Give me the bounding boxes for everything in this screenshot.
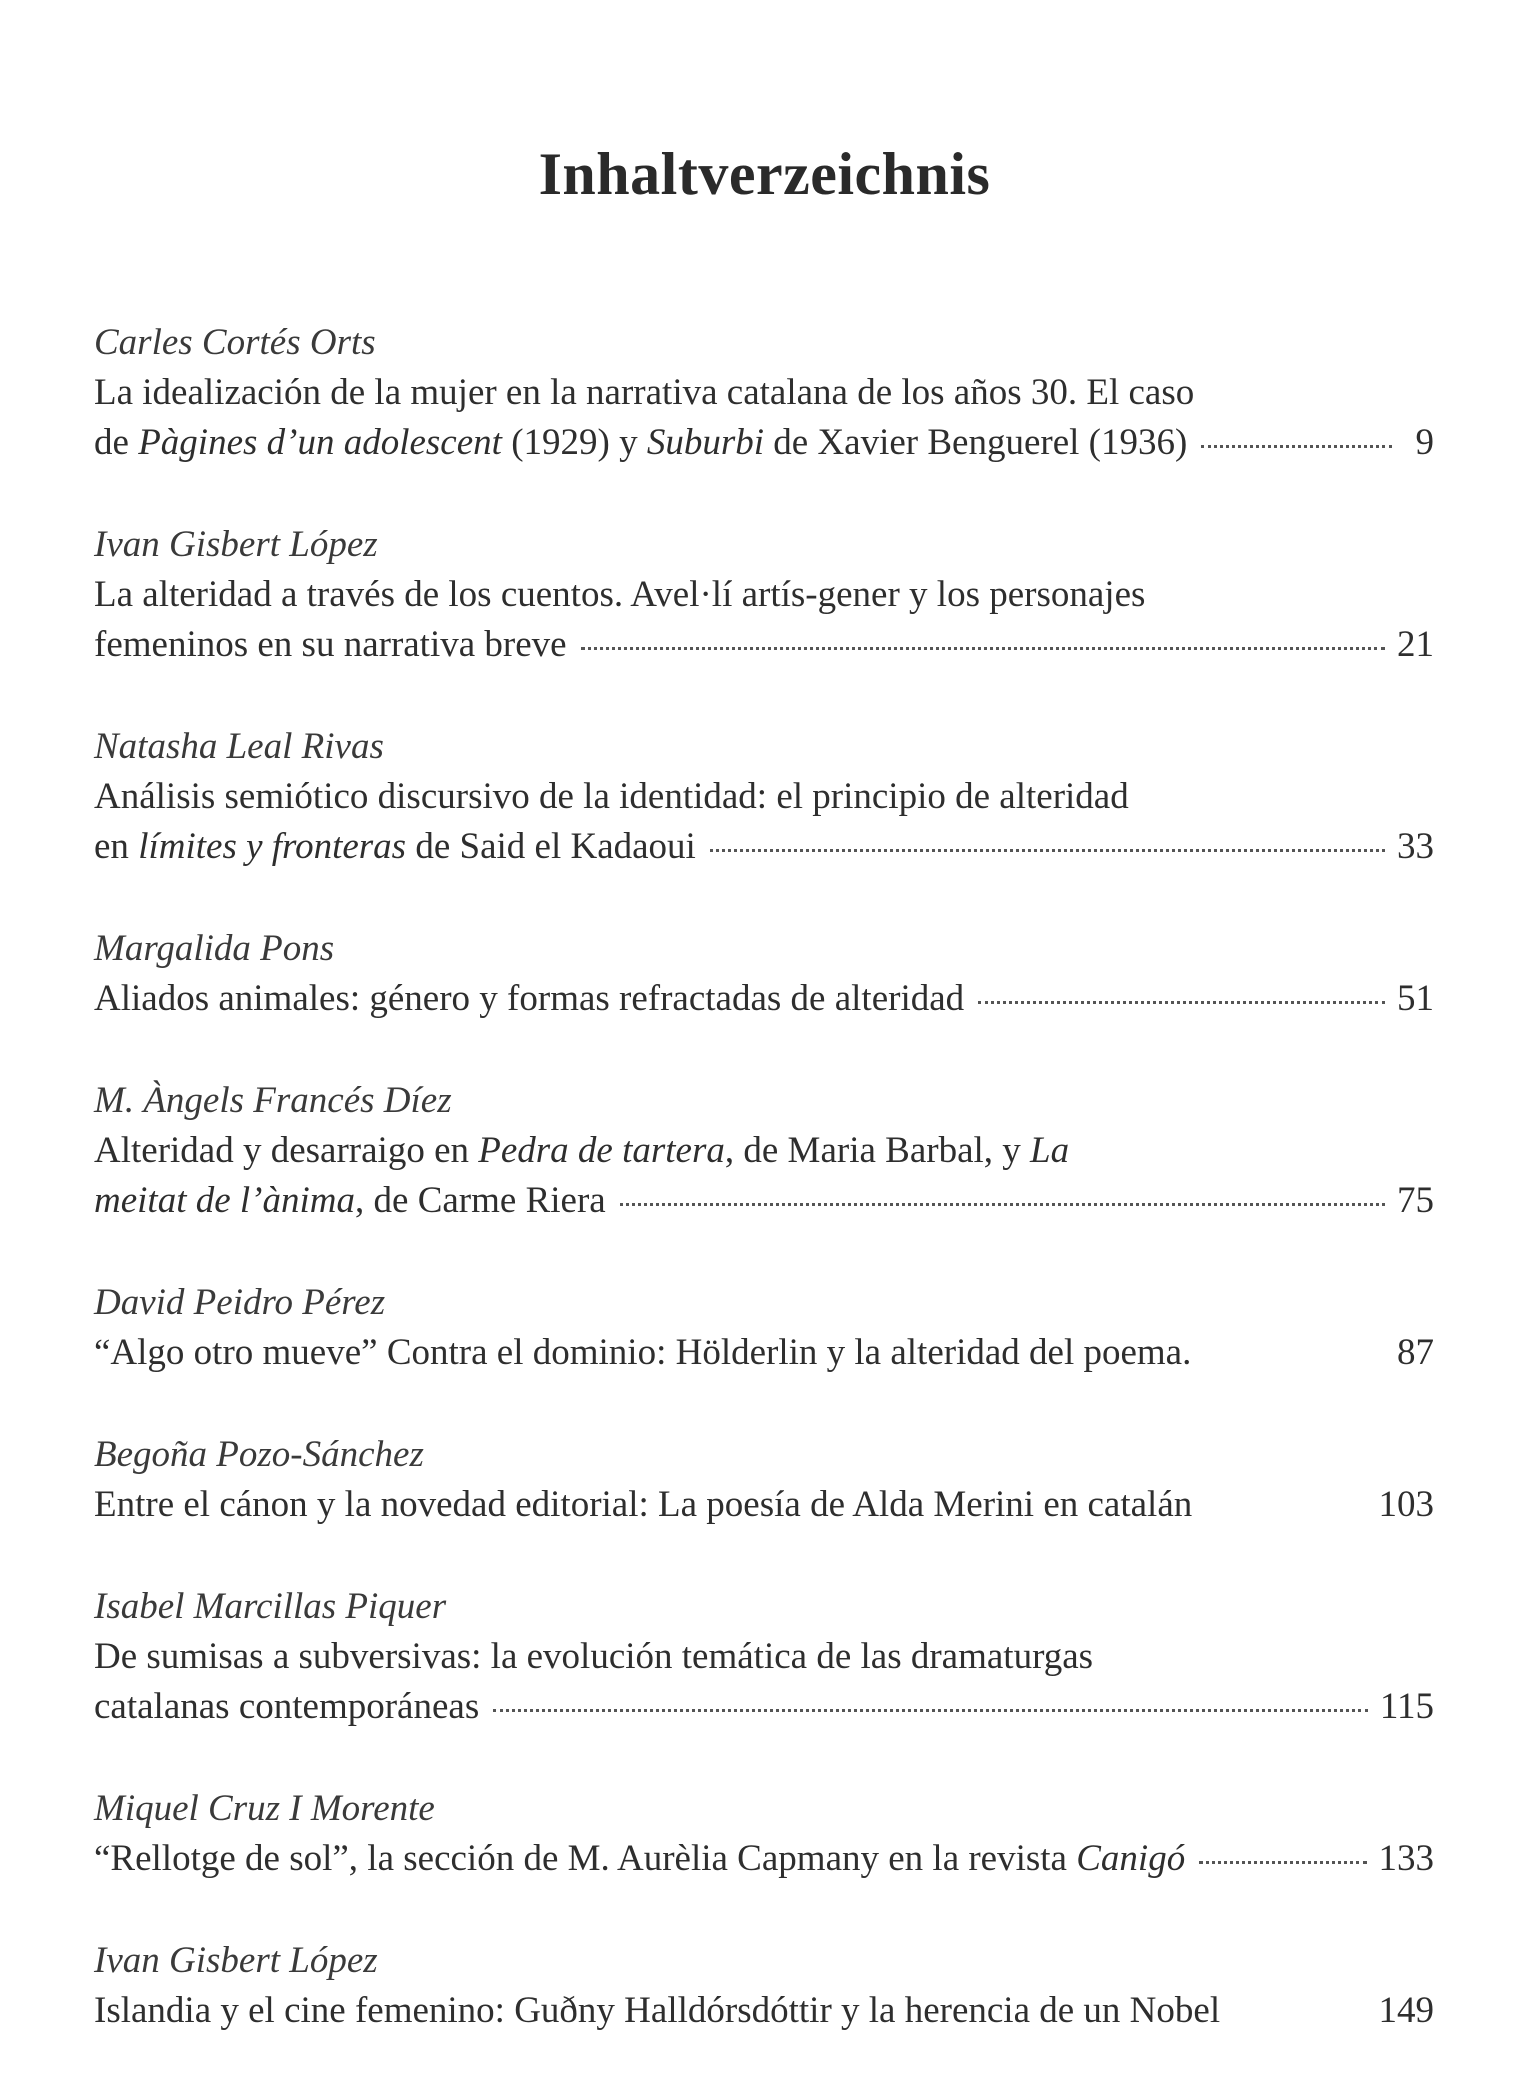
page-number: 51 — [1397, 978, 1434, 1019]
page-number: 21 — [1397, 624, 1434, 665]
title-text-run: de Xavier Benguerel (1936) — [764, 422, 1188, 463]
toc-entry — [94, 1430, 1434, 1530]
entry-title-line: La idealización de la mujer en la narrativa catalana de los años 30. El caso — [94, 372, 1195, 413]
page-number: 87 — [1397, 1332, 1434, 1373]
title-text-run: , de Maria Barbal, y — [724, 1130, 1031, 1171]
entry-title-last-line — [94, 1682, 1434, 1732]
toc-entry — [94, 1936, 1434, 2036]
toc-entry — [94, 924, 1434, 1024]
entry-title-line: Análisis semiótico discursivo de la identidad: el principio de alteridad — [94, 776, 1129, 817]
page-title: Inhaltverzeichnis — [538, 141, 991, 207]
page-number: 133 — [1378, 1838, 1434, 1879]
entry-title-text — [94, 1176, 606, 1226]
page-number: 149 — [1378, 1990, 1434, 2031]
entry-title-text — [94, 1682, 479, 1732]
title-text-run: en — [94, 826, 139, 867]
entry-title-text — [94, 1834, 1185, 1884]
toc-entry — [94, 722, 1434, 872]
entry-title-last-line — [94, 1834, 1434, 1884]
entry-title-text — [94, 822, 696, 872]
dot-leader — [581, 647, 1385, 650]
entry-title-line: La alteridad a través de los cuentos. Avel·lí artís-gener y los personajes — [94, 574, 1146, 615]
toc-entry — [94, 1784, 1434, 1884]
entry-title-text — [94, 1328, 1191, 1378]
page-number: 103 — [1378, 1484, 1434, 1525]
title-text-run: Pàgines d’un adolescent — [138, 422, 502, 463]
title-text-run: Canigó — [1076, 1838, 1186, 1879]
page-number: 75 — [1397, 1180, 1434, 1221]
entry-author: Begoña Pozo-Sánchez — [94, 1434, 424, 1475]
toc-entry — [94, 318, 1434, 468]
dot-leader — [1199, 1861, 1366, 1864]
entry-title-last-line — [94, 1328, 1434, 1378]
dot-leader — [620, 1203, 1385, 1206]
dot-leader — [978, 1001, 1385, 1004]
title-text-run: “Rellotge de sol”, la sección de M. Aurèlia Capmany en la revista — [94, 1838, 1077, 1879]
entry-author: Margalida Pons — [94, 928, 335, 969]
entry-title-text — [94, 974, 964, 1024]
entry-author: Ivan Gisbert López — [94, 524, 378, 565]
entry-author: Ivan Gisbert López — [94, 1940, 378, 1981]
entry-title-last-line — [94, 1176, 1434, 1226]
toc-entry — [94, 1582, 1434, 1732]
title-text-run: límites y fronteras — [138, 826, 407, 867]
title-text-run: femeninos en su narrativa breve — [94, 624, 567, 665]
entry-author: David Peidro Pérez — [94, 1282, 386, 1323]
title-text-run: (1929) y — [501, 422, 647, 463]
table-of-contents — [94, 318, 1434, 2088]
entry-title-last-line — [94, 1480, 1434, 1530]
page-number: 33 — [1397, 826, 1434, 867]
title-text-run: meitat de l’ànima — [94, 1180, 356, 1221]
title-text-run: catalanas contemporáneas — [94, 1686, 480, 1727]
entry-title-text — [94, 620, 567, 670]
dot-leader — [493, 1709, 1368, 1712]
title-text-run: Pedra de tartera — [478, 1130, 725, 1171]
title-text-run: Islandia y el cine femenino: Guðny Halldórsdóttir y la herencia de un Nobel — [94, 1990, 1221, 2031]
entry-author: Miquel Cruz I Morente — [94, 1788, 435, 1829]
entry-title-text — [94, 1480, 1192, 1530]
entry-title-text — [94, 418, 1187, 468]
title-text-run: , de Carme Riera — [355, 1180, 606, 1221]
title-text-run: Suburbi — [646, 422, 765, 463]
entry-title-last-line — [94, 418, 1434, 468]
page-number: 115 — [1379, 1686, 1434, 1727]
page-number: 9 — [1415, 422, 1434, 463]
toc-entry — [94, 1076, 1434, 1226]
title-text-run: Alteridad y desarraigo en — [94, 1130, 479, 1171]
toc-entry — [94, 1278, 1434, 1378]
entry-title-last-line — [94, 1986, 1434, 2036]
entry-title-line — [94, 1126, 1434, 1176]
dot-leader — [1201, 445, 1392, 448]
title-text-run: de Said el Kadaoui — [406, 826, 696, 867]
dot-leader — [710, 849, 1385, 852]
title-text-run: La — [1030, 1130, 1070, 1171]
entry-title-last-line — [94, 822, 1434, 872]
title-text-run: “Algo otro mueve” Contra el dominio: Hölderlin y la alteridad del poema. — [94, 1332, 1192, 1373]
entry-title-last-line — [94, 974, 1434, 1024]
title-text-run: de — [94, 422, 139, 463]
entry-author: Natasha Leal Rivas — [94, 726, 384, 767]
title-text-run: Aliados animales: género y formas refractadas de alteridad — [94, 978, 965, 1019]
entry-author: Isabel Marcillas Piquer — [94, 1586, 447, 1627]
toc-entry — [94, 520, 1434, 670]
entry-author: M. Àngels Francés Díez — [94, 1080, 452, 1121]
entry-title-text — [94, 1986, 1220, 2036]
entry-title-line: De sumisas a subversivas: la evolución temática de las dramaturgas — [94, 1636, 1094, 1677]
entry-author: Carles Cortés Orts — [94, 322, 376, 363]
title-text-run: Entre el cánon y la novedad editorial: La poesía de Alda Merini en catalán — [94, 1484, 1193, 1525]
entry-title-last-line — [94, 620, 1434, 670]
